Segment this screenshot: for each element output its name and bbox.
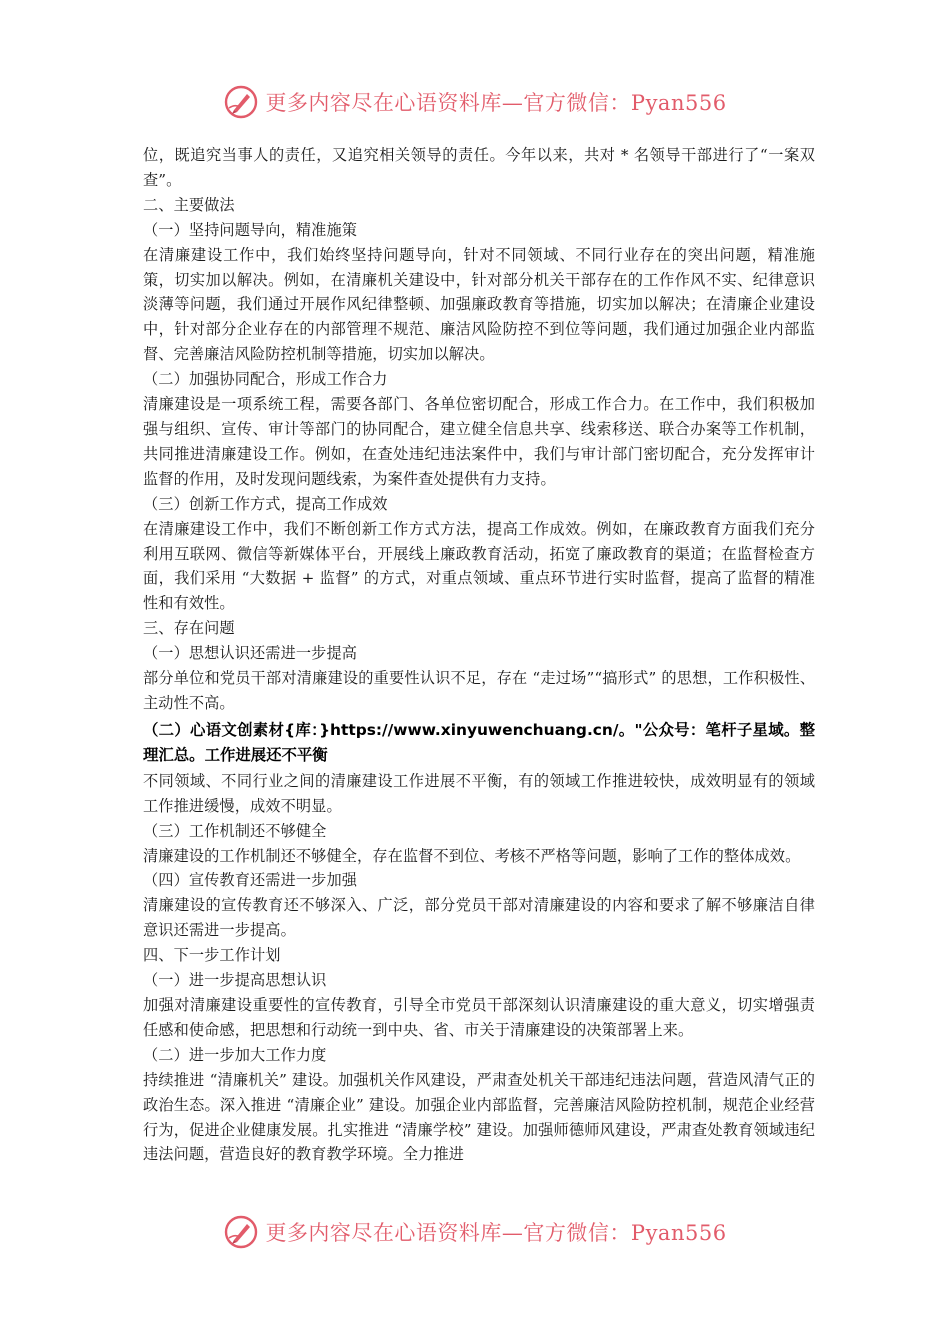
paragraph: 清廉建设是一项系统工程，需要各部门、各单位密切配合，形成工作合力。在工作中，我们积极加强与组织、宣传、审计等部门的协同配合，建立健全信息共享、线索移送、联合办案等工作机制，共同推进清廉建设工作。例如，在查处违纪违法案件中，我们与审计部门密切配合，充分发挥审计监督的作用，及时发现问题线索，为案件查处提供有力支持。	[143, 395, 815, 488]
subsection-heading: （一）坚持问题导向，精准施策	[143, 220, 358, 239]
subsection-heading: （二）加强协同配合，形成工作合力	[143, 370, 388, 389]
pen-logo-icon	[223, 1214, 259, 1250]
section-heading: 三、存在问题	[143, 619, 235, 638]
header-watermark-text: 更多内容尽在心语资料库—官方微信：Pyan556	[265, 91, 727, 115]
pen-logo-icon	[223, 84, 259, 120]
paragraph: 持续推进 “清廉机关” 建设。加强机关作风建设，严肃查处机关干部违纪违法问题，营造风清气正的政治生态。深入推进 “清廉企业” 建设。加强企业内部监督，完善廉洁风险防控机制，规范企业经营行为，促进企业健康发展。扎实推进 “清廉学校” 建设。加强师德师风建设，严肃查处教育领域违纪违法问题，营造良好的教育教学环境。全力推进	[143, 1070, 815, 1164]
paragraph: 加强对清廉建设重要性的宣传教育，引导全市党员干部深刻认识清廉建设的重大意义，切实增强责任感和使命感，把思想和行动统一到中央、省、市关于清廉建设的决策部署上来。	[143, 996, 815, 1039]
paragraph: 在清廉建设工作中，我们始终坚持问题导向，针对不同领域、不同行业存在的突出问题，精准施策，切实加以解决。例如，在清廉机关建设中，针对部分机关干部存在的工作作风不实、纪律意识淡薄等问题，我们通过开展作风纪律整顿、加强廉政教育等措施，切实加以解决；在清廉企业建设中，针对部分企业存在的内部管理不规范、廉洁风险防控不到位等问题，我们通过加强企业内部监督、完善廉洁风险防控机制等措施，切实加以解决。	[143, 245, 815, 364]
paragraph: 清廉建设的工作机制还不够健全，存在监督不到位、考核不严格等问题，影响了工作的整体成效。	[143, 846, 801, 865]
paragraph: 部分单位和党员干部对清廉建设的重要性认识不足，存在 “走过场”“搞形式” 的思想，工作积极性、主动性不高。	[143, 669, 815, 712]
subsection-heading: （二）进一步加大工作力度	[143, 1045, 327, 1064]
subsection-heading: （一）进一步提高思想认识	[143, 971, 327, 990]
section-heading: 四、下一步工作计划	[143, 946, 281, 965]
bold-subsection-heading: （二）心语文创素材{库：}https://www.xinyuwenchuang.cn/。"公众号：笔杆子星域。整理汇总。工作进展还不平衡	[143, 720, 815, 764]
subsection-heading: （一）思想认识还需进一步提高	[143, 644, 358, 663]
paragraph: 在清廉建设工作中，我们不断创新工作方式方法，提高工作成效。例如，在廉政教育方面我们充分利用互联网、微信等新媒体平台，开展线上廉政教育活动，拓宽了廉政教育的渠道；在监督检查方面，我们采用 “大数据 + 监督” 的方式，对重点领域、重点环节进行实时监督，提高了监督的精准性和有效性。	[143, 519, 815, 613]
paragraph: 位，既追究当事人的责任，又追究相关领导的责任。今年以来，共对 * 名领导干部进行了“一案双查”。	[143, 146, 815, 189]
header-watermark-banner	[0, 78, 950, 126]
footer-watermark-banner	[0, 1208, 950, 1256]
section-heading: 二、主要做法	[143, 195, 235, 214]
document-body	[143, 143, 815, 1167]
subsection-heading: （三）创新工作方式，提高工作成效	[143, 494, 388, 513]
paragraph: 清廉建设的宣传教育还不够深入、广泛，部分党员干部对清廉建设的内容和要求了解不够廉洁自律意识还需进一步提高。	[143, 896, 815, 940]
subsection-heading: （三）工作机制还不够健全	[143, 821, 327, 840]
subsection-heading: （四）宣传教育还需进一步加强	[143, 871, 358, 890]
footer-watermark-text: 更多内容尽在心语资料库—官方微信：Pyan556	[265, 1221, 727, 1245]
paragraph: 不同领域、不同行业之间的清廉建设工作进展不平衡，有的领域工作推进较快，成效明显有的领域工作推进缓慢，成效不明显。	[143, 771, 815, 815]
